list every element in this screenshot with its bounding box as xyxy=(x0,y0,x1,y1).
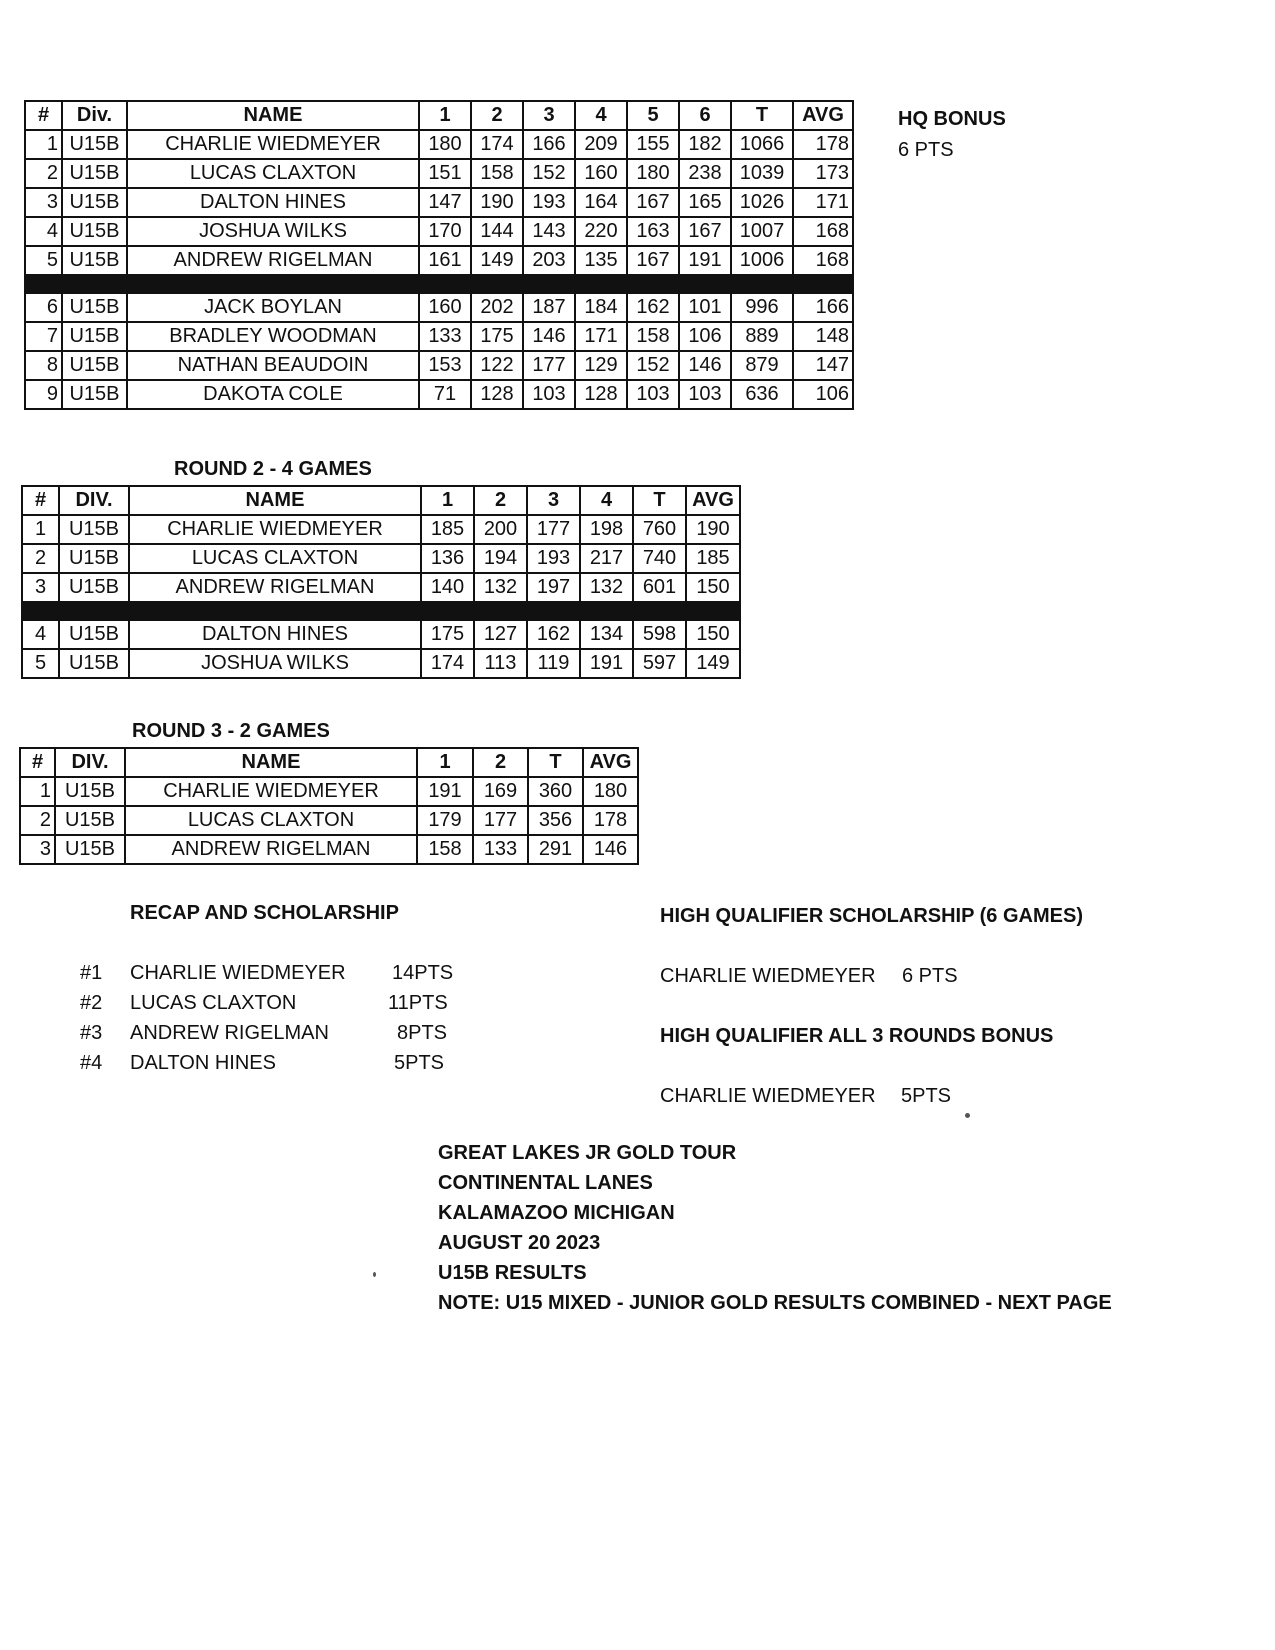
rank-cell: 3 xyxy=(22,573,59,602)
recap-pts: 11PTS xyxy=(388,992,448,1014)
table-row xyxy=(25,188,853,217)
rank-cell: 2 xyxy=(20,806,55,835)
game-score-cell: 190 xyxy=(471,188,523,217)
avg-cell: 171 xyxy=(793,188,853,217)
total-cell: 636 xyxy=(731,380,793,409)
rank-cell: 3 xyxy=(25,188,62,217)
rank-cell: 6 xyxy=(25,293,62,322)
total-cell: 1039 xyxy=(731,159,793,188)
rank-cell: 1 xyxy=(25,130,62,159)
div-cell: U15B xyxy=(55,835,125,864)
game-score-cell: 133 xyxy=(473,835,528,864)
round2-title: ROUND 2 - 4 GAMES xyxy=(174,458,372,480)
header-name: NAME xyxy=(129,486,421,515)
header-rank: # xyxy=(25,101,62,130)
total-cell: 996 xyxy=(731,293,793,322)
game-score-cell: 101 xyxy=(679,293,731,322)
div-cell: U15B xyxy=(59,515,129,544)
rank-cell: 4 xyxy=(22,620,59,649)
game-score-cell: 191 xyxy=(679,246,731,275)
header-avg: AVG xyxy=(793,101,853,130)
game-score-cell: 170 xyxy=(419,217,471,246)
cutoff-divider xyxy=(25,275,853,293)
header-game-2: 2 xyxy=(474,486,527,515)
game-score-cell: 164 xyxy=(575,188,627,217)
avg-cell: 166 xyxy=(793,293,853,322)
game-score-cell: 160 xyxy=(419,293,471,322)
round3-body xyxy=(20,777,638,864)
game-score-cell: 162 xyxy=(627,293,679,322)
table-row xyxy=(22,544,740,573)
table-row xyxy=(22,573,740,602)
recap-pts: 14PTS xyxy=(392,962,454,984)
game-score-cell: 220 xyxy=(575,217,627,246)
header-total: T xyxy=(528,748,583,777)
name-cell: ANDREW RIGELMAN xyxy=(129,573,421,602)
table-row xyxy=(25,130,853,159)
game-score-cell: 193 xyxy=(527,544,580,573)
game-score-cell: 174 xyxy=(471,130,523,159)
game-score-cell: 175 xyxy=(421,620,474,649)
game-score-cell: 197 xyxy=(527,573,580,602)
avg-cell: 147 xyxy=(793,351,853,380)
game-score-cell: 158 xyxy=(627,322,679,351)
game-score-cell: 165 xyxy=(679,188,731,217)
avg-cell: 150 xyxy=(686,573,740,602)
div-cell: U15B xyxy=(62,380,127,409)
game-score-cell: 106 xyxy=(679,322,731,351)
total-cell: 601 xyxy=(633,573,686,602)
game-score-cell: 158 xyxy=(471,159,523,188)
table-row xyxy=(22,515,740,544)
header-game-1: 1 xyxy=(419,101,471,130)
rank-cell: 4 xyxy=(25,217,62,246)
game-score-cell: 143 xyxy=(523,217,575,246)
game-score-cell: 134 xyxy=(580,620,633,649)
table-row xyxy=(25,293,853,322)
header-game-3: 3 xyxy=(523,101,575,130)
name-cell: LUCAS CLAXTON xyxy=(127,159,419,188)
name-cell: LUCAS CLAXTON xyxy=(129,544,421,573)
event-date: AUGUST 20 2023 xyxy=(438,1232,601,1254)
game-score-cell: 166 xyxy=(523,130,575,159)
div-cell: U15B xyxy=(59,649,129,678)
div-cell: U15B xyxy=(62,217,127,246)
header-game-2: 2 xyxy=(473,748,528,777)
game-score-cell: 140 xyxy=(421,573,474,602)
game-score-cell: 128 xyxy=(575,380,627,409)
event-tour: GREAT LAKES JR GOLD TOUR xyxy=(438,1142,737,1164)
game-score-cell: 113 xyxy=(474,649,527,678)
avg-cell: 178 xyxy=(793,130,853,159)
table-row xyxy=(20,835,638,864)
total-cell: 291 xyxy=(528,835,583,864)
recap-pts: 8PTS xyxy=(397,1022,448,1044)
div-cell: U15B xyxy=(59,573,129,602)
name-cell: DAKOTA COLE xyxy=(127,380,419,409)
header-div: DIV. xyxy=(59,486,129,515)
hq-all-rounds-title: HIGH QUALIFIER ALL 3 ROUNDS BONUS xyxy=(660,1025,1054,1047)
table-row xyxy=(22,620,740,649)
rank-cell: 2 xyxy=(25,159,62,188)
avg-cell: 180 xyxy=(583,777,638,806)
name-cell: DALTON HINES xyxy=(129,620,421,649)
game-score-cell: 161 xyxy=(419,246,471,275)
name-cell: CHARLIE WIEDMEYER xyxy=(127,130,419,159)
header-game-1: 1 xyxy=(421,486,474,515)
game-score-cell: 152 xyxy=(523,159,575,188)
recap-rank: #2 xyxy=(80,992,103,1014)
recap-name: CHARLIE WIEDMEYER xyxy=(130,962,346,984)
avg-cell: 168 xyxy=(793,246,853,275)
rank-cell: 1 xyxy=(20,777,55,806)
total-cell: 598 xyxy=(633,620,686,649)
header-game-1: 1 xyxy=(417,748,473,777)
round2-header-row xyxy=(22,486,740,515)
header-name: NAME xyxy=(127,101,419,130)
name-cell: BRADLEY WOODMAN xyxy=(127,322,419,351)
game-score-cell: 191 xyxy=(580,649,633,678)
game-score-cell: 144 xyxy=(471,217,523,246)
game-score-cell: 103 xyxy=(627,380,679,409)
cutoff-divider-bar xyxy=(22,602,740,620)
name-cell: JACK BOYLAN xyxy=(127,293,419,322)
rank-cell: 3 xyxy=(20,835,55,864)
header-game-2: 2 xyxy=(471,101,523,130)
hq-bonus-header: HQ BONUS xyxy=(898,108,1006,130)
game-score-cell: 149 xyxy=(471,246,523,275)
header-avg: AVG xyxy=(686,486,740,515)
cutoff-divider xyxy=(22,602,740,620)
header-rank: # xyxy=(20,748,55,777)
total-cell: 740 xyxy=(633,544,686,573)
header-total: T xyxy=(731,101,793,130)
name-cell: DALTON HINES xyxy=(127,188,419,217)
game-score-cell: 162 xyxy=(527,620,580,649)
avg-cell: 148 xyxy=(793,322,853,351)
total-cell: 1006 xyxy=(731,246,793,275)
name-cell: JOSHUA WILKS xyxy=(129,649,421,678)
table-row xyxy=(20,777,638,806)
round1-table xyxy=(24,100,854,410)
game-score-cell: 71 xyxy=(419,380,471,409)
avg-cell: 149 xyxy=(686,649,740,678)
header-name: NAME xyxy=(125,748,417,777)
name-cell: ANDREW RIGELMAN xyxy=(125,835,417,864)
name-cell: NATHAN BEAUDOIN xyxy=(127,351,419,380)
game-score-cell: 146 xyxy=(679,351,731,380)
header-total: T xyxy=(633,486,686,515)
game-score-cell: 132 xyxy=(474,573,527,602)
avg-cell: 106 xyxy=(793,380,853,409)
total-cell: 1066 xyxy=(731,130,793,159)
game-score-cell: 185 xyxy=(421,515,474,544)
total-cell: 1007 xyxy=(731,217,793,246)
hq-scholarship-name: CHARLIE WIEDMEYER xyxy=(660,965,876,987)
name-cell: LUCAS CLAXTON xyxy=(125,806,417,835)
div-cell: U15B xyxy=(55,777,125,806)
game-score-cell: 202 xyxy=(471,293,523,322)
game-score-cell: 179 xyxy=(417,806,473,835)
avg-cell: 173 xyxy=(793,159,853,188)
recap-rank: #1 xyxy=(80,962,103,984)
rank-cell: 7 xyxy=(25,322,62,351)
div-cell: U15B xyxy=(62,188,127,217)
game-score-cell: 177 xyxy=(473,806,528,835)
round2-table xyxy=(21,485,741,679)
game-score-cell: 174 xyxy=(421,649,474,678)
rank-cell: 1 xyxy=(22,515,59,544)
game-score-cell: 171 xyxy=(575,322,627,351)
game-score-cell: 135 xyxy=(575,246,627,275)
game-score-cell: 133 xyxy=(419,322,471,351)
name-cell: CHARLIE WIEDMEYER xyxy=(129,515,421,544)
recap-rank: #4 xyxy=(80,1052,103,1074)
rank-cell: 5 xyxy=(25,246,62,275)
game-score-cell: 122 xyxy=(471,351,523,380)
game-score-cell: 191 xyxy=(417,777,473,806)
div-cell: U15B xyxy=(59,620,129,649)
game-score-cell: 155 xyxy=(627,130,679,159)
round3-header-row xyxy=(20,748,638,777)
table-row xyxy=(25,380,853,409)
game-score-cell: 103 xyxy=(679,380,731,409)
game-score-cell: 163 xyxy=(627,217,679,246)
game-score-cell: 167 xyxy=(627,246,679,275)
game-score-cell: 194 xyxy=(474,544,527,573)
avg-cell: 178 xyxy=(583,806,638,835)
total-cell: 360 xyxy=(528,777,583,806)
game-score-cell: 175 xyxy=(471,322,523,351)
game-score-cell: 160 xyxy=(575,159,627,188)
event-location: KALAMAZOO MICHIGAN xyxy=(438,1202,675,1224)
rank-cell: 8 xyxy=(25,351,62,380)
hq-scholarship-pts: 6 PTS xyxy=(902,965,958,987)
avg-cell: 150 xyxy=(686,620,740,649)
header-game-6: 6 xyxy=(679,101,731,130)
game-score-cell: 177 xyxy=(523,351,575,380)
game-score-cell: 129 xyxy=(575,351,627,380)
div-cell: U15B xyxy=(62,159,127,188)
table-row xyxy=(25,246,853,275)
game-score-cell: 167 xyxy=(679,217,731,246)
game-score-cell: 177 xyxy=(527,515,580,544)
game-score-cell: 119 xyxy=(527,649,580,678)
name-cell: CHARLIE WIEDMEYER xyxy=(125,777,417,806)
game-score-cell: 238 xyxy=(679,159,731,188)
round1-body xyxy=(25,130,853,409)
table-row xyxy=(25,322,853,351)
table-row xyxy=(25,159,853,188)
game-score-cell: 193 xyxy=(523,188,575,217)
event-results-label: U15B RESULTS xyxy=(438,1262,587,1284)
name-cell: JOSHUA WILKS xyxy=(127,217,419,246)
recap-name: LUCAS CLAXTON xyxy=(130,992,297,1014)
hq-bonus-value: 6 PTS xyxy=(898,139,954,161)
recap-rank: #3 xyxy=(80,1022,103,1044)
avg-cell: 146 xyxy=(583,835,638,864)
round3-title: ROUND 3 - 2 GAMES xyxy=(132,720,330,742)
game-score-cell: 187 xyxy=(523,293,575,322)
rank-cell: 5 xyxy=(22,649,59,678)
event-note: NOTE: U15 MIXED - JUNIOR GOLD RESULTS COMBINED - NEXT PAGE xyxy=(438,1292,1112,1314)
game-score-cell: 167 xyxy=(627,188,679,217)
div-cell: U15B xyxy=(62,293,127,322)
total-cell: 879 xyxy=(731,351,793,380)
header-div: DIV. xyxy=(55,748,125,777)
game-score-cell: 182 xyxy=(679,130,731,159)
recap-title: RECAP AND SCHOLARSHIP xyxy=(130,902,399,924)
game-score-cell: 151 xyxy=(419,159,471,188)
div-cell: U15B xyxy=(62,130,127,159)
game-score-cell: 152 xyxy=(627,351,679,380)
hq-all-rounds-name: CHARLIE WIEDMEYER xyxy=(660,1085,876,1107)
game-score-cell: 200 xyxy=(474,515,527,544)
event-venue: CONTINENTAL LANES xyxy=(438,1172,653,1194)
recap-pts: 5PTS xyxy=(394,1052,445,1074)
header-div: Div. xyxy=(62,101,127,130)
round3-table xyxy=(19,747,639,865)
game-score-cell: 158 xyxy=(417,835,473,864)
table-row xyxy=(25,217,853,246)
game-score-cell: 184 xyxy=(575,293,627,322)
header-game-4: 4 xyxy=(575,101,627,130)
round2-body xyxy=(22,515,740,678)
game-score-cell: 217 xyxy=(580,544,633,573)
total-cell: 1026 xyxy=(731,188,793,217)
scan-speck xyxy=(373,1272,376,1277)
header-game-3: 3 xyxy=(527,486,580,515)
scan-speck xyxy=(965,1113,970,1118)
hq-all-rounds-pts: 5PTS xyxy=(901,1085,952,1107)
total-cell: 597 xyxy=(633,649,686,678)
div-cell: U15B xyxy=(59,544,129,573)
cutoff-divider-bar xyxy=(25,275,853,293)
game-score-cell: 198 xyxy=(580,515,633,544)
game-score-cell: 146 xyxy=(523,322,575,351)
rank-cell: 2 xyxy=(22,544,59,573)
total-cell: 760 xyxy=(633,515,686,544)
hq-scholarship-title: HIGH QUALIFIER SCHOLARSHIP (6 GAMES) xyxy=(660,905,1083,927)
header-avg: AVG xyxy=(583,748,638,777)
recap-name: ANDREW RIGELMAN xyxy=(130,1022,329,1044)
total-cell: 356 xyxy=(528,806,583,835)
header-game-5: 5 xyxy=(627,101,679,130)
game-score-cell: 127 xyxy=(474,620,527,649)
game-score-cell: 209 xyxy=(575,130,627,159)
round1-header-row xyxy=(25,101,853,130)
div-cell: U15B xyxy=(62,322,127,351)
rank-cell: 9 xyxy=(25,380,62,409)
avg-cell: 185 xyxy=(686,544,740,573)
div-cell: U15B xyxy=(62,351,127,380)
game-score-cell: 203 xyxy=(523,246,575,275)
game-score-cell: 147 xyxy=(419,188,471,217)
table-row xyxy=(22,649,740,678)
game-score-cell: 169 xyxy=(473,777,528,806)
game-score-cell: 180 xyxy=(627,159,679,188)
header-rank: # xyxy=(22,486,59,515)
div-cell: U15B xyxy=(62,246,127,275)
table-row xyxy=(20,806,638,835)
div-cell: U15B xyxy=(55,806,125,835)
game-score-cell: 132 xyxy=(580,573,633,602)
game-score-cell: 136 xyxy=(421,544,474,573)
game-score-cell: 128 xyxy=(471,380,523,409)
recap-name: DALTON HINES xyxy=(130,1052,276,1074)
name-cell: ANDREW RIGELMAN xyxy=(127,246,419,275)
game-score-cell: 153 xyxy=(419,351,471,380)
game-score-cell: 180 xyxy=(419,130,471,159)
table-row xyxy=(25,351,853,380)
avg-cell: 190 xyxy=(686,515,740,544)
game-score-cell: 103 xyxy=(523,380,575,409)
header-game-4: 4 xyxy=(580,486,633,515)
avg-cell: 168 xyxy=(793,217,853,246)
total-cell: 889 xyxy=(731,322,793,351)
